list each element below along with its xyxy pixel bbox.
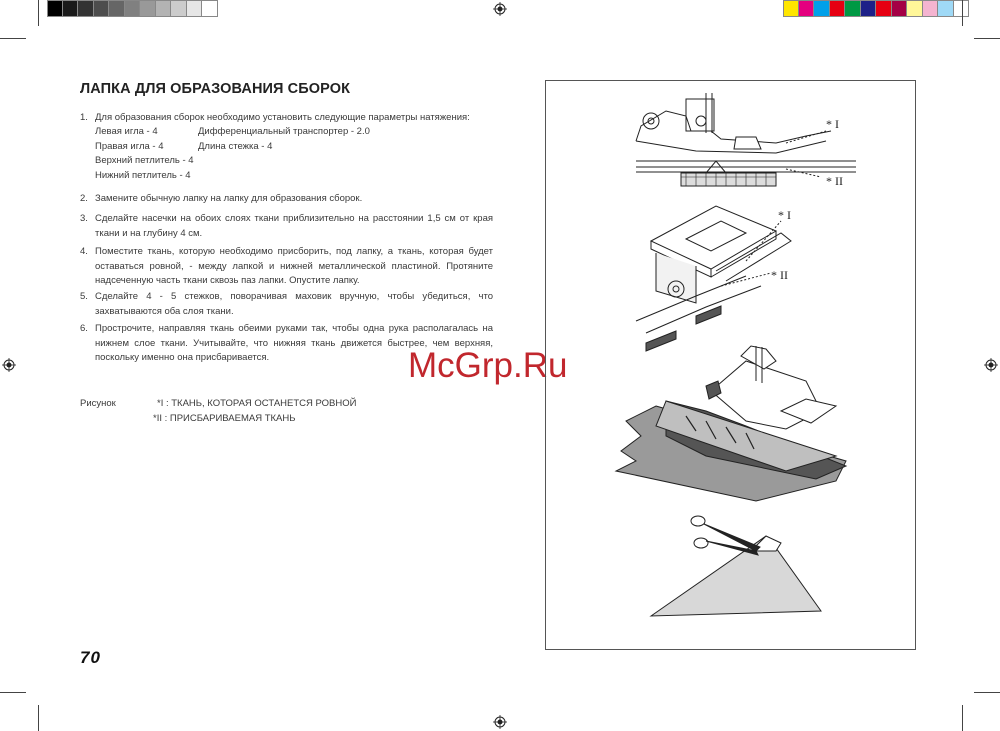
crop-mark <box>38 0 39 26</box>
callout-gathered-fabric: * II <box>826 174 843 188</box>
gathering-foot-illustration <box>546 81 916 650</box>
callout-gathered-fabric: * II <box>771 268 788 282</box>
color-swatch <box>876 0 892 17</box>
step-text: Прострочите, направляя ткань обеими руками так, чтобы одна рука располагалась на нижнем слое ткани. Учитывайте, что нижняя ткань движется быстрее, чем верхняя, поскольку именно она присбаривается. <box>95 323 493 364</box>
step-text: Поместите ткань, которую необходимо присборить, под лапку, а ткань, которая будет оставаться ровной, - между лапкой и нижней металлической пластиной. Протяните надсеченную часть ткани сквозь паз лапки. Опустите лапку. <box>95 246 493 287</box>
foot-perspective-illustration <box>636 206 791 351</box>
color-swatch <box>892 0 908 17</box>
color-swatch <box>140 0 156 17</box>
page-number: 70 <box>80 648 101 667</box>
registration-mark-icon <box>984 358 998 372</box>
step-text: Сделайте 4 - 5 стежков, поворачивая маховик вручную, чтобы убедиться, что захватываются оба слоя ткани. <box>95 291 493 317</box>
crop-mark <box>974 692 1000 693</box>
figure-note-gathered-fabric: *II : ПРИСБАРИВАЕМАЯ ТКАНЬ <box>153 413 296 424</box>
color-swatch <box>783 0 799 17</box>
color-swatch <box>845 0 861 17</box>
step-number: 2. <box>80 193 88 204</box>
color-swatch <box>799 0 815 17</box>
color-swatch <box>63 0 79 17</box>
foot-side-view-illustration <box>636 93 856 186</box>
param-upper-looper: Верхний петлитель - 4 <box>95 155 194 166</box>
param-left-needle: Левая игла - 4 <box>95 126 158 137</box>
color-swatch <box>923 0 939 17</box>
color-swatch <box>109 0 125 17</box>
color-swatch <box>47 0 63 17</box>
color-swatch <box>830 0 846 17</box>
param-right-needle: Правая игла - 4 <box>95 141 164 152</box>
color-swatch <box>78 0 94 17</box>
grayscale-calibration-bar <box>47 0 218 17</box>
step-text: Замените обычную лапку на лапку для образования сборок. <box>95 193 363 204</box>
step-number: 4. <box>80 246 88 257</box>
param-lower-looper: Нижний петлитель - 4 <box>95 170 191 181</box>
color-swatch <box>861 0 877 17</box>
registration-mark-icon <box>493 2 507 16</box>
step-text: Сделайте насечки на обоих слоях ткани приблизительно на расстоянии 1,5 см от края ткани и на глубину 4 см. <box>95 213 493 239</box>
color-swatch <box>171 0 187 17</box>
page-title: ЛАПКА ДЛЯ ОБРАЗОВАНИЯ СБОРОК <box>80 81 351 97</box>
crop-mark <box>962 0 963 26</box>
step-number: 5. <box>80 291 88 302</box>
color-swatch <box>814 0 830 17</box>
crop-mark <box>962 705 963 731</box>
crop-mark <box>0 692 26 693</box>
color-swatch <box>125 0 141 17</box>
crop-mark <box>974 38 1000 39</box>
step-number: 6. <box>80 323 88 334</box>
color-swatch <box>94 0 110 17</box>
step-number: 3. <box>80 213 88 224</box>
param-stitch-length: Длина стежка - 4 <box>198 141 273 152</box>
crop-mark <box>0 38 26 39</box>
color-swatch <box>938 0 954 17</box>
step-text: Для образования сборок необходимо установить следующие параметры натяжения: <box>95 112 470 123</box>
color-calibration-bar <box>783 0 969 17</box>
color-swatch <box>907 0 923 17</box>
registration-mark-icon <box>2 358 16 372</box>
color-swatch <box>156 0 172 17</box>
callout-flat-fabric: * I <box>826 117 839 131</box>
color-swatch <box>187 0 203 17</box>
watermark: McGrp.Ru <box>408 346 568 385</box>
figure-note-flat-fabric: *I : ТКАНЬ, КОТОРАЯ ОСТАНЕТСЯ РОВНОЙ <box>157 398 357 409</box>
registration-mark-icon <box>493 715 507 729</box>
illustration-panel <box>545 80 916 650</box>
step-number: 1. <box>80 112 88 123</box>
figure-label: Рисунок <box>80 398 116 409</box>
param-differential-feed: Дифференциальный транспортер - 2.0 <box>198 126 370 137</box>
sewing-gathered-fabric-illustration <box>616 346 846 501</box>
callout-flat-fabric: * I <box>778 208 791 222</box>
crop-mark <box>38 705 39 731</box>
color-swatch <box>202 0 218 17</box>
